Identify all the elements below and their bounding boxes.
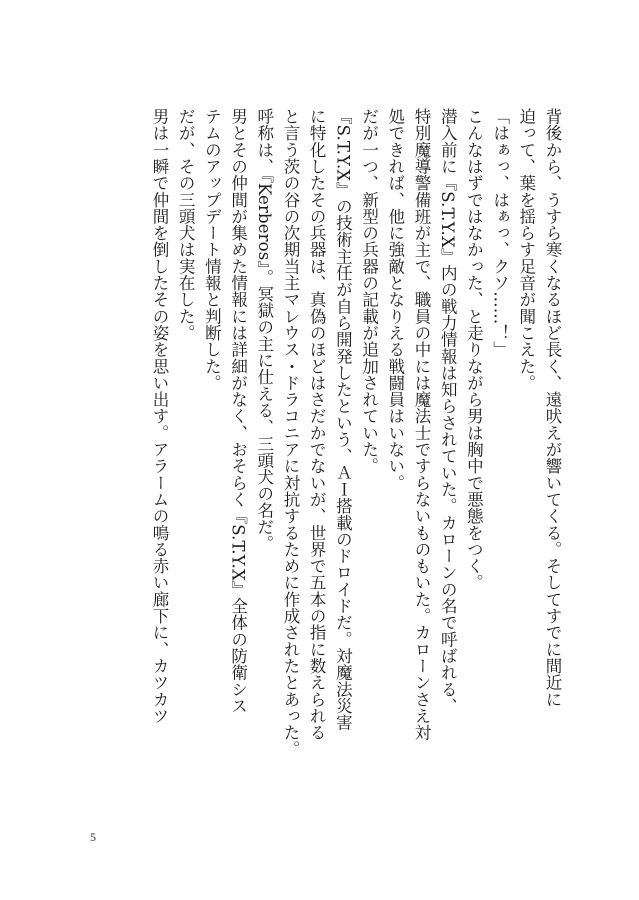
text-line: だが、その三頭犬は実在した。 — [176, 108, 196, 342]
text-line: 男とその仲間が集めた情報には詳細がなく、おそらく『S.T.Y.X』全体の防衛シス — [228, 108, 248, 715]
text-line: 背後から、うすら寒くなるほど長く、遠吠えが響いてくる。そしてすでに間近に — [543, 108, 562, 708]
text-line: テムのアップデート情報と判断した。 — [202, 108, 222, 392]
text-line: 潜入前に『S.T.Y.X』内の戦力情報は知らされていた。カローンの名で呼ばれる、 — [438, 108, 458, 715]
text-line: 呼称は、『Kerberos』。冥獄の主に仕える、三頭犬の名だ。 — [254, 108, 274, 552]
page-number: 5 — [90, 830, 96, 844]
text-line: 男は一瞬で仲間を倒したその姿を思い出す。アラームの鳴る赤い廊下に、カツカツ — [149, 108, 169, 725]
text-line: こんなはずではなかった、と走りながら男は胸中で悪態をつく。 — [464, 108, 484, 591]
text-line: 処できれば、他に強敵となりえる戦闘員はいない。 — [385, 108, 405, 491]
text-line: 「はぁっ、はぁっ、クソ……！」 — [490, 108, 510, 358]
text-line: 特別魔導警備班が主で、職員の中には魔法士ですらないものもいた。カローンさえ対 — [411, 108, 431, 741]
text-line: 迫って、葉を揺らす足音が聞こえた。 — [516, 108, 536, 392]
body-text — [95, 108, 565, 813]
text-line: 『S.T.Y.X』の技術主任が自ら開発したという、ＡＩ搭載のドロイドだ。対魔法災害 — [333, 108, 353, 731]
text-line: に特化したその兵器は、真偽のほどはさだかでないが、世界で五本の指に数えられる — [307, 108, 327, 741]
text-line: と言う茨の谷の次期当主マレウス・ドラコニアに対抗するために作成されたとあった。 — [280, 108, 300, 758]
text-line: だが一つ、新型の兵器の記載が追加されていた。 — [359, 108, 379, 475]
